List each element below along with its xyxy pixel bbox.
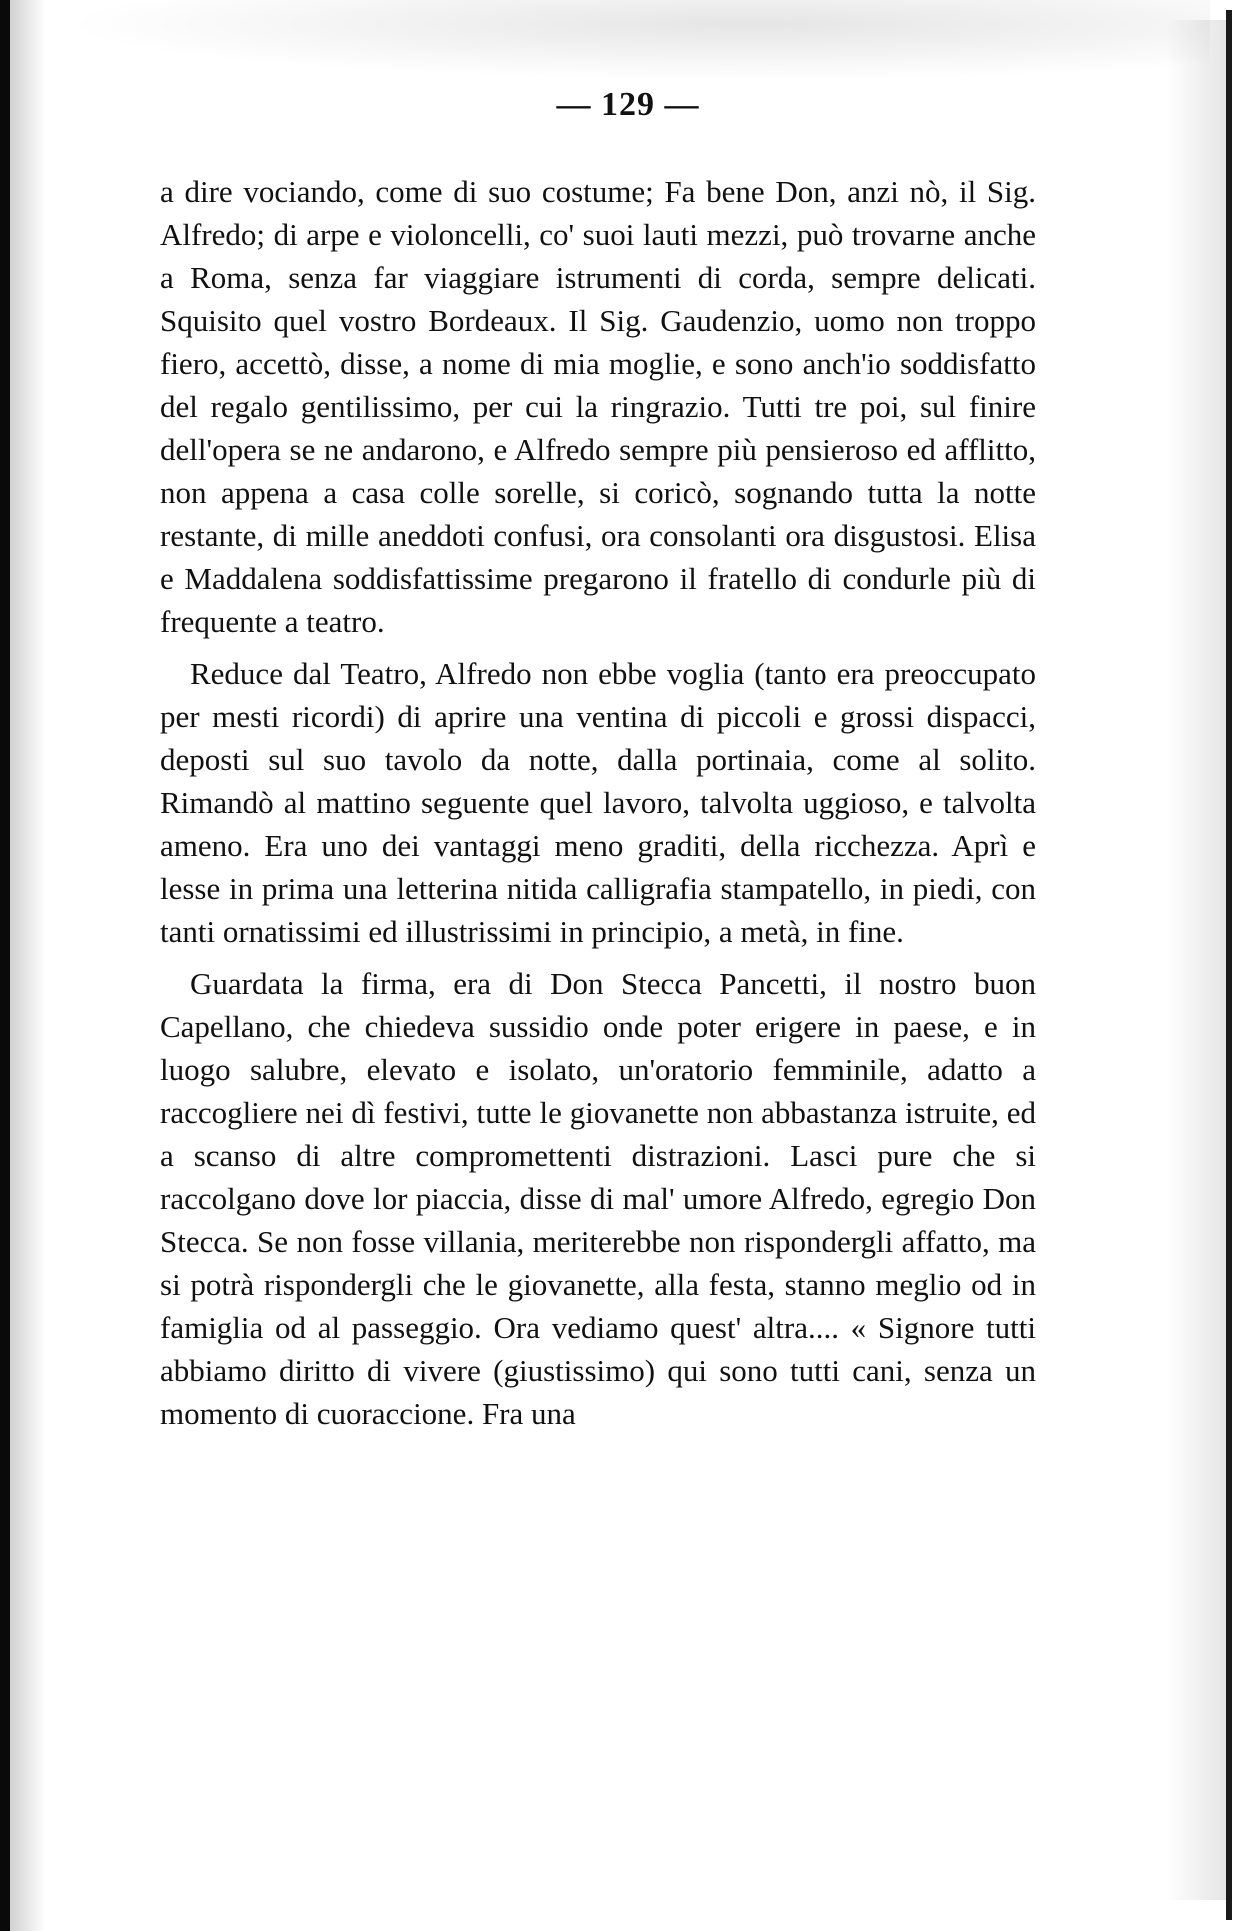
- scan-right-noise: [1166, 20, 1226, 1900]
- scan-left-edge: [0, 0, 10, 1931]
- body-text: [160, 170, 1036, 1435]
- page-number: — 129 —: [556, 86, 700, 123]
- paragraph-3: Guardata la firma, era di Don Stecca Pancetti, il nostro buon Capellano, che chiedeva sussidio onde poter erigere in paese, e in luogo salubre, elevato e isolato, un'oratorio femminile, adatto a raccogliere nei dì festivi, tutte le giovanette non abbastanza istruite, ed a scanso di altre compromettenti distrazioni. Lasci pure che si raccolgano dove lor piaccia, disse di mal' umore Alfredo, egregio Don Stecca. Se non fosse villania, meriterebbe non rispondergli affatto, ma si potrà rispondergli che le giovanette, alla festa, stanno meglio od in famiglia od al passeggio. Ora vediamo quest' altra.... « Signore tutti abbiamo diritto di vivere (giustissimo) qui sono tutti cani, senza un momento di cuoraccione. Fra una: [160, 966, 1036, 1431]
- paragraph-1: a dire vociando, come di suo costume; Fa bene Don, anzi nò, il Sig. Alfredo; di arpe e violoncelli, co' suoi lauti mezzi, può trovarne anche a Roma, senza far viaggiare istrumenti di corda, sempre delicati. Squisito quel vostro Bordeaux. Il Sig. Gaudenzio, uomo non troppo fiero, accettò, disse, a nome di mia moglie, e sono anch'io soddisfatto del regalo gentilissimo, per cui la ringrazio. Tutti tre poi, sul finire dell'opera se ne andarono, e Alfredo sempre più pensieroso ed afflitto, non appena a casa colle sorelle, si coricò, sognando tutta la notte restante, di mille aneddoti confusi, ora consolanti ora disgustosi. Elisa e Maddalena soddisfattissime pregarono il fratello di condurle più di frequente a teatro.: [160, 174, 1036, 639]
- paragraph-2: Reduce dal Teatro, Alfredo non ebbe voglia (tanto era preoccupato per mesti ricordi) di aprire una ventina di piccoli e grossi dispacci, deposti sul suo tavolo da notte, dalla portinaia, come al solito. Rimandò al mattino seguente quel lavoro, talvolta uggioso, e talvolta ameno. Era uno dei vantaggi meno graditi, della ricchezza. Aprì e lesse in prima una letterina nitida calligrafia stampatello, in piedi, con tanti ornatissimi ed illustrissimi in principio, a metà, in fine.: [160, 656, 1036, 949]
- scan-right-edge: [1226, 10, 1232, 1920]
- scan-top-noise: [60, 0, 1210, 80]
- scan-left-shadow: [10, 0, 46, 1931]
